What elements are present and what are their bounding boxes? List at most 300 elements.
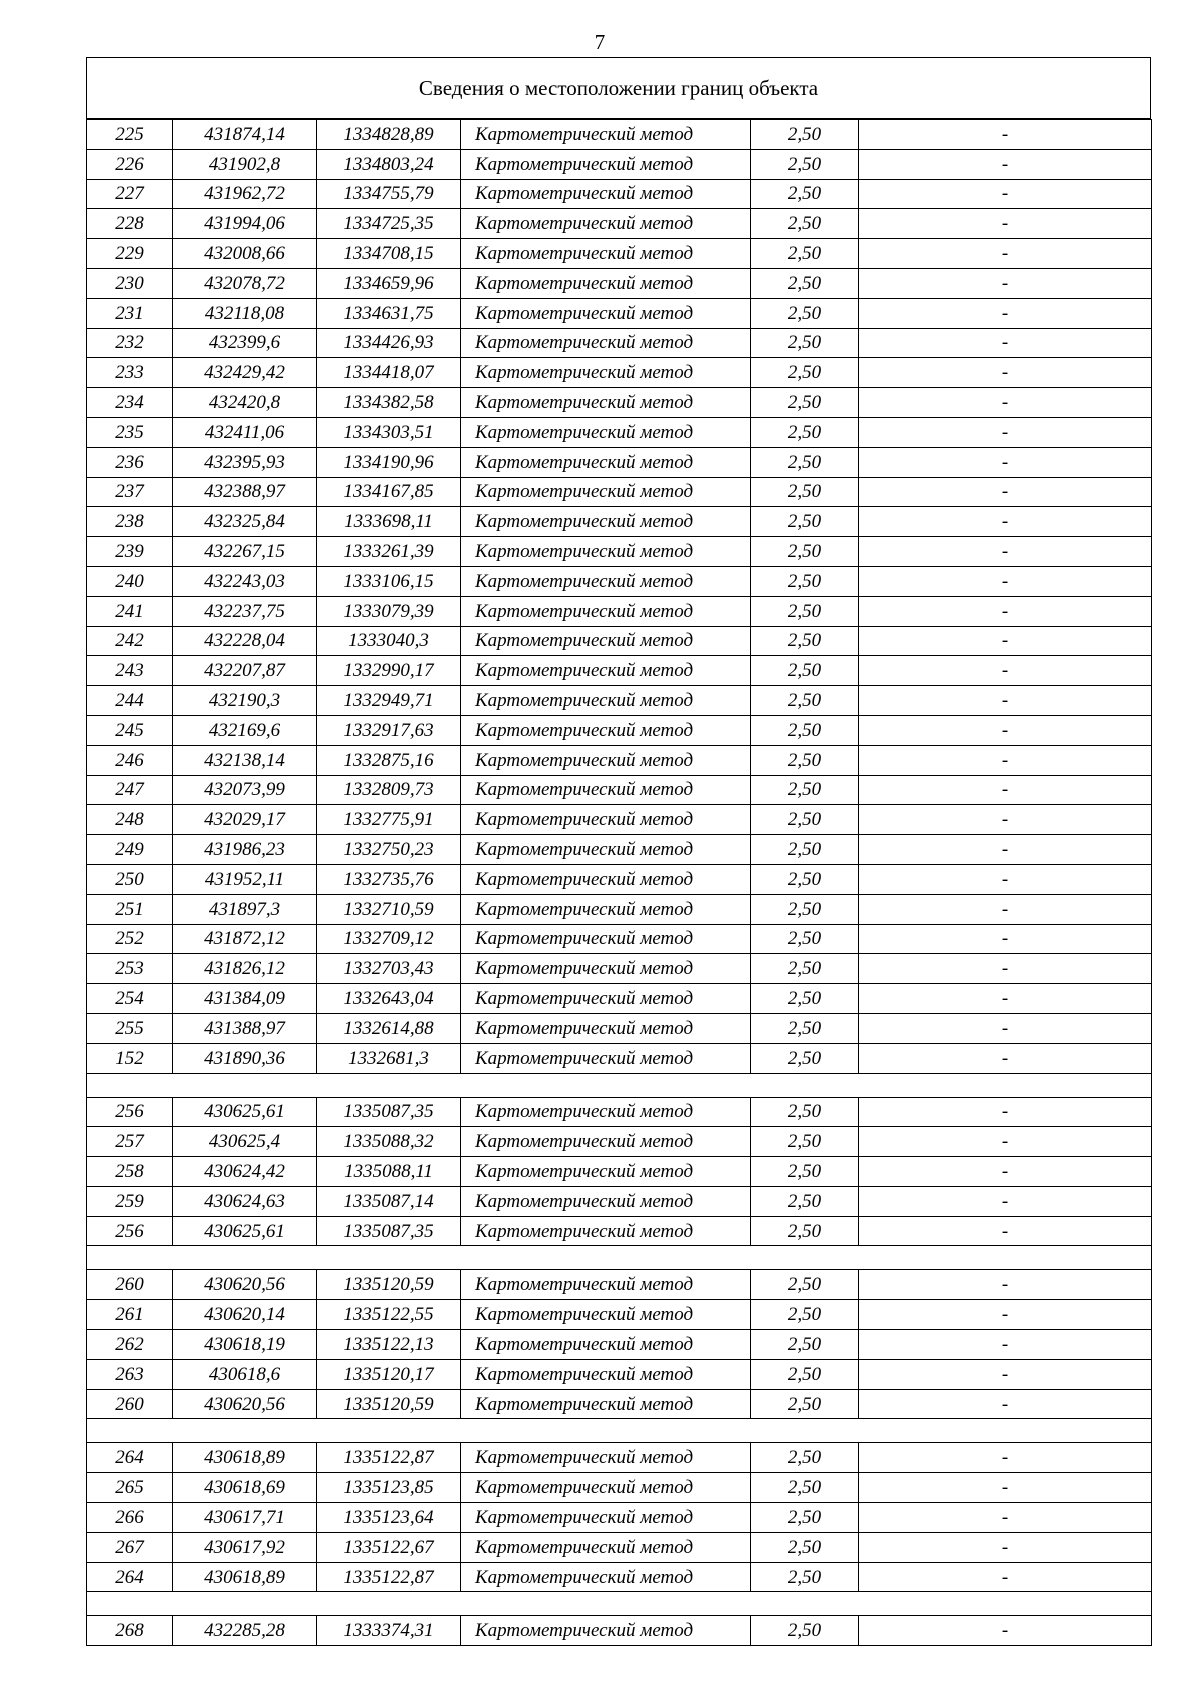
method-cell: Картометрический метод — [461, 1216, 751, 1246]
point-number-cell: 245 — [87, 715, 173, 745]
method-cell: Картометрический метод — [461, 1532, 751, 1562]
accuracy-cell: 2,50 — [751, 1389, 859, 1419]
note-cell: - — [859, 298, 1152, 328]
note-cell: - — [859, 1330, 1152, 1360]
x-coordinate-cell: 432073,99 — [173, 775, 317, 805]
table-row — [87, 805, 1152, 835]
point-number-cell: 255 — [87, 1013, 173, 1043]
table-row — [87, 686, 1152, 716]
accuracy-cell: 2,50 — [751, 268, 859, 298]
y-coordinate-cell: 1334659,96 — [317, 268, 461, 298]
coordinates-table-body — [87, 120, 1152, 1646]
method-cell: Картометрический метод — [461, 1013, 751, 1043]
note-cell: - — [859, 745, 1152, 775]
accuracy-cell: 2,50 — [751, 1359, 859, 1389]
y-coordinate-cell: 1334708,15 — [317, 239, 461, 269]
method-cell: Картометрический метод — [461, 477, 751, 507]
y-coordinate-cell: 1334803,24 — [317, 149, 461, 179]
y-coordinate-cell: 1333106,15 — [317, 566, 461, 596]
note-cell: - — [859, 1157, 1152, 1187]
section-separator-cell — [87, 1073, 1152, 1097]
note-cell: - — [859, 1532, 1152, 1562]
method-cell: Картометрический метод — [461, 805, 751, 835]
x-coordinate-cell: 432411,06 — [173, 417, 317, 447]
y-coordinate-cell: 1333698,11 — [317, 507, 461, 537]
method-cell: Картометрический метод — [461, 924, 751, 954]
accuracy-cell: 2,50 — [751, 537, 859, 567]
y-coordinate-cell: 1335088,11 — [317, 1157, 461, 1187]
point-number-cell: 252 — [87, 924, 173, 954]
boundary-table-frame — [86, 57, 1151, 1646]
x-coordinate-cell: 432118,08 — [173, 298, 317, 328]
y-coordinate-cell: 1334303,51 — [317, 417, 461, 447]
table-row — [87, 984, 1152, 1014]
point-number-cell: 253 — [87, 954, 173, 984]
x-coordinate-cell: 431952,11 — [173, 864, 317, 894]
y-coordinate-cell: 1335087,14 — [317, 1186, 461, 1216]
point-number-cell: 254 — [87, 984, 173, 1014]
x-coordinate-cell: 432429,42 — [173, 358, 317, 388]
point-number-cell: 256 — [87, 1216, 173, 1246]
note-cell: - — [859, 1127, 1152, 1157]
note-cell: - — [859, 894, 1152, 924]
point-number-cell: 249 — [87, 835, 173, 865]
table-row — [87, 656, 1152, 686]
accuracy-cell: 2,50 — [751, 209, 859, 239]
y-coordinate-cell: 1335120,17 — [317, 1359, 461, 1389]
method-cell: Картометрический метод — [461, 358, 751, 388]
accuracy-cell: 2,50 — [751, 1503, 859, 1533]
table-row — [87, 1443, 1152, 1473]
note-cell: - — [859, 417, 1152, 447]
x-coordinate-cell: 432237,75 — [173, 596, 317, 626]
accuracy-cell: 2,50 — [751, 1532, 859, 1562]
point-number-cell: 229 — [87, 239, 173, 269]
table-row — [87, 1473, 1152, 1503]
method-cell: Картометрический метод — [461, 268, 751, 298]
table-row — [87, 120, 1152, 150]
x-coordinate-cell: 430625,4 — [173, 1127, 317, 1157]
x-coordinate-cell: 432399,6 — [173, 328, 317, 358]
point-number-cell: 237 — [87, 477, 173, 507]
accuracy-cell: 2,50 — [751, 715, 859, 745]
point-number-cell: 257 — [87, 1127, 173, 1157]
method-cell: Картометрический метод — [461, 864, 751, 894]
note-cell: - — [859, 149, 1152, 179]
point-number-cell: 251 — [87, 894, 173, 924]
table-row — [87, 1127, 1152, 1157]
method-cell: Картометрический метод — [461, 120, 751, 150]
y-coordinate-cell: 1332917,63 — [317, 715, 461, 745]
note-cell: - — [859, 1443, 1152, 1473]
y-coordinate-cell: 1333374,31 — [317, 1616, 461, 1646]
note-cell: - — [859, 626, 1152, 656]
note-cell: - — [859, 1270, 1152, 1300]
table-row — [87, 239, 1152, 269]
method-cell: Картометрический метод — [461, 239, 751, 269]
x-coordinate-cell: 430625,61 — [173, 1097, 317, 1127]
coordinates-table — [86, 119, 1152, 1646]
accuracy-cell: 2,50 — [751, 1270, 859, 1300]
y-coordinate-cell: 1332735,76 — [317, 864, 461, 894]
accuracy-cell: 2,50 — [751, 1300, 859, 1330]
x-coordinate-cell: 431986,23 — [173, 835, 317, 865]
y-coordinate-cell: 1335087,35 — [317, 1097, 461, 1127]
table-row — [87, 1532, 1152, 1562]
table-row — [87, 298, 1152, 328]
note-cell: - — [859, 835, 1152, 865]
y-coordinate-cell: 1332750,23 — [317, 835, 461, 865]
note-cell: - — [859, 954, 1152, 984]
y-coordinate-cell: 1335120,59 — [317, 1389, 461, 1419]
y-coordinate-cell: 1332875,16 — [317, 745, 461, 775]
x-coordinate-cell: 431388,97 — [173, 1013, 317, 1043]
point-number-cell: 264 — [87, 1443, 173, 1473]
point-number-cell: 263 — [87, 1359, 173, 1389]
x-coordinate-cell: 431826,12 — [173, 954, 317, 984]
table-row — [87, 864, 1152, 894]
section-separator-cell — [87, 1592, 1152, 1616]
table-row — [87, 894, 1152, 924]
table-row — [87, 179, 1152, 209]
point-number-cell: 250 — [87, 864, 173, 894]
note-cell: - — [859, 1186, 1152, 1216]
x-coordinate-cell: 432207,87 — [173, 656, 317, 686]
note-cell: - — [859, 656, 1152, 686]
accuracy-cell: 2,50 — [751, 1157, 859, 1187]
y-coordinate-cell: 1334725,35 — [317, 209, 461, 239]
table-row — [87, 417, 1152, 447]
point-number-cell: 238 — [87, 507, 173, 537]
table-row — [87, 149, 1152, 179]
table-row — [87, 954, 1152, 984]
note-cell: - — [859, 686, 1152, 716]
accuracy-cell: 2,50 — [751, 328, 859, 358]
x-coordinate-cell: 430617,71 — [173, 1503, 317, 1533]
point-number-cell: 259 — [87, 1186, 173, 1216]
page-number: 7 — [594, 30, 606, 54]
section-separator-cell — [87, 1246, 1152, 1270]
point-number-cell: 256 — [87, 1097, 173, 1127]
x-coordinate-cell: 432420,8 — [173, 388, 317, 418]
method-cell: Картометрический метод — [461, 328, 751, 358]
y-coordinate-cell: 1334631,75 — [317, 298, 461, 328]
method-cell: Картометрический метод — [461, 298, 751, 328]
table-row — [87, 209, 1152, 239]
note-cell: - — [859, 507, 1152, 537]
accuracy-cell: 2,50 — [751, 239, 859, 269]
table-row — [87, 626, 1152, 656]
x-coordinate-cell: 432388,97 — [173, 477, 317, 507]
y-coordinate-cell: 1332643,04 — [317, 984, 461, 1014]
table-row — [87, 1157, 1152, 1187]
method-cell: Картометрический метод — [461, 1562, 751, 1592]
x-coordinate-cell: 430625,61 — [173, 1216, 317, 1246]
accuracy-cell: 2,50 — [751, 566, 859, 596]
point-number-cell: 268 — [87, 1616, 173, 1646]
note-cell: - — [859, 1359, 1152, 1389]
y-coordinate-cell: 1333040,3 — [317, 626, 461, 656]
x-coordinate-cell: 430620,56 — [173, 1389, 317, 1419]
table-row — [87, 596, 1152, 626]
x-coordinate-cell: 430618,69 — [173, 1473, 317, 1503]
table-row — [87, 715, 1152, 745]
table-row — [87, 1216, 1152, 1246]
y-coordinate-cell: 1334382,58 — [317, 388, 461, 418]
x-coordinate-cell: 431874,14 — [173, 120, 317, 150]
y-coordinate-cell: 1335120,59 — [317, 1270, 461, 1300]
note-cell: - — [859, 1616, 1152, 1646]
note-cell: - — [859, 358, 1152, 388]
table-row — [87, 775, 1152, 805]
accuracy-cell: 2,50 — [751, 894, 859, 924]
method-cell: Картометрический метод — [461, 1186, 751, 1216]
accuracy-cell: 2,50 — [751, 447, 859, 477]
note-cell: - — [859, 1389, 1152, 1419]
accuracy-cell: 2,50 — [751, 179, 859, 209]
x-coordinate-cell: 432138,14 — [173, 745, 317, 775]
x-coordinate-cell: 432243,03 — [173, 566, 317, 596]
accuracy-cell: 2,50 — [751, 1013, 859, 1043]
method-cell: Картометрический метод — [461, 1616, 751, 1646]
note-cell: - — [859, 984, 1152, 1014]
section-separator-row — [87, 1419, 1152, 1443]
table-row — [87, 1186, 1152, 1216]
note-cell: - — [859, 805, 1152, 835]
method-cell: Картометрический метод — [461, 1270, 751, 1300]
table-row — [87, 835, 1152, 865]
method-cell: Картометрический метод — [461, 1043, 751, 1073]
table-row — [87, 1562, 1152, 1592]
method-cell: Картометрический метод — [461, 775, 751, 805]
method-cell: Картометрический метод — [461, 537, 751, 567]
point-number-cell: 264 — [87, 1562, 173, 1592]
point-number-cell: 262 — [87, 1330, 173, 1360]
point-number-cell: 239 — [87, 537, 173, 567]
accuracy-cell: 2,50 — [751, 805, 859, 835]
method-cell: Картометрический метод — [461, 388, 751, 418]
accuracy-cell: 2,50 — [751, 745, 859, 775]
accuracy-cell: 2,50 — [751, 1127, 859, 1157]
method-cell: Картометрический метод — [461, 626, 751, 656]
y-coordinate-cell: 1334190,96 — [317, 447, 461, 477]
y-coordinate-cell: 1333261,39 — [317, 537, 461, 567]
y-coordinate-cell: 1335087,35 — [317, 1216, 461, 1246]
point-number-cell: 225 — [87, 120, 173, 150]
note-cell: - — [859, 477, 1152, 507]
y-coordinate-cell: 1332775,91 — [317, 805, 461, 835]
note-cell: - — [859, 447, 1152, 477]
note-cell: - — [859, 1503, 1152, 1533]
point-number-cell: 231 — [87, 298, 173, 328]
method-cell: Картометрический метод — [461, 894, 751, 924]
accuracy-cell: 2,50 — [751, 656, 859, 686]
accuracy-cell: 2,50 — [751, 1616, 859, 1646]
method-cell: Картометрический метод — [461, 1157, 751, 1187]
y-coordinate-cell: 1335122,67 — [317, 1532, 461, 1562]
x-coordinate-cell: 431902,8 — [173, 149, 317, 179]
note-cell: - — [859, 1300, 1152, 1330]
y-coordinate-cell: 1335122,87 — [317, 1443, 461, 1473]
note-cell: - — [859, 239, 1152, 269]
point-number-cell: 234 — [87, 388, 173, 418]
accuracy-cell: 2,50 — [751, 596, 859, 626]
point-number-cell: 267 — [87, 1532, 173, 1562]
table-row — [87, 745, 1152, 775]
table-row — [87, 1389, 1152, 1419]
table-row — [87, 328, 1152, 358]
note-cell: - — [859, 179, 1152, 209]
y-coordinate-cell: 1332681,3 — [317, 1043, 461, 1073]
x-coordinate-cell: 432029,17 — [173, 805, 317, 835]
x-coordinate-cell: 432395,93 — [173, 447, 317, 477]
accuracy-cell: 2,50 — [751, 1473, 859, 1503]
x-coordinate-cell: 432267,15 — [173, 537, 317, 567]
y-coordinate-cell: 1332990,17 — [317, 656, 461, 686]
point-number-cell: 227 — [87, 179, 173, 209]
point-number-cell: 241 — [87, 596, 173, 626]
accuracy-cell: 2,50 — [751, 626, 859, 656]
accuracy-cell: 2,50 — [751, 1043, 859, 1073]
y-coordinate-cell: 1335123,64 — [317, 1503, 461, 1533]
y-coordinate-cell: 1335122,87 — [317, 1562, 461, 1592]
x-coordinate-cell: 431897,3 — [173, 894, 317, 924]
point-number-cell: 260 — [87, 1270, 173, 1300]
y-coordinate-cell: 1334755,79 — [317, 179, 461, 209]
accuracy-cell: 2,50 — [751, 149, 859, 179]
y-coordinate-cell: 1335123,85 — [317, 1473, 461, 1503]
note-cell: - — [859, 1097, 1152, 1127]
x-coordinate-cell: 432285,28 — [173, 1616, 317, 1646]
x-coordinate-cell: 430620,56 — [173, 1270, 317, 1300]
table-row — [87, 1270, 1152, 1300]
x-coordinate-cell: 431890,36 — [173, 1043, 317, 1073]
accuracy-cell: 2,50 — [751, 984, 859, 1014]
method-cell: Картометрический метод — [461, 1503, 751, 1533]
table-row — [87, 1330, 1152, 1360]
accuracy-cell: 2,50 — [751, 1216, 859, 1246]
x-coordinate-cell: 431384,09 — [173, 984, 317, 1014]
section-separator-row — [87, 1592, 1152, 1616]
y-coordinate-cell: 1332809,73 — [317, 775, 461, 805]
x-coordinate-cell: 432169,6 — [173, 715, 317, 745]
table-row — [87, 507, 1152, 537]
point-number-cell: 244 — [87, 686, 173, 716]
accuracy-cell: 2,50 — [751, 864, 859, 894]
y-coordinate-cell: 1335122,55 — [317, 1300, 461, 1330]
method-cell: Картометрический метод — [461, 1127, 751, 1157]
note-cell: - — [859, 268, 1152, 298]
table-row — [87, 1013, 1152, 1043]
method-cell: Картометрический метод — [461, 835, 751, 865]
y-coordinate-cell: 1332710,59 — [317, 894, 461, 924]
point-number-cell: 235 — [87, 417, 173, 447]
table-row — [87, 1359, 1152, 1389]
accuracy-cell: 2,50 — [751, 686, 859, 716]
x-coordinate-cell: 430618,89 — [173, 1562, 317, 1592]
point-number-cell: 228 — [87, 209, 173, 239]
point-number-cell: 230 — [87, 268, 173, 298]
accuracy-cell: 2,50 — [751, 1186, 859, 1216]
table-row — [87, 537, 1152, 567]
accuracy-cell: 2,50 — [751, 954, 859, 984]
method-cell: Картометрический метод — [461, 954, 751, 984]
y-coordinate-cell: 1332709,12 — [317, 924, 461, 954]
section-separator-cell — [87, 1419, 1152, 1443]
accuracy-cell: 2,50 — [751, 924, 859, 954]
accuracy-cell: 2,50 — [751, 1443, 859, 1473]
note-cell: - — [859, 537, 1152, 567]
method-cell: Картометрический метод — [461, 1389, 751, 1419]
y-coordinate-cell: 1335122,13 — [317, 1330, 461, 1360]
x-coordinate-cell: 432078,72 — [173, 268, 317, 298]
table-row — [87, 1616, 1152, 1646]
accuracy-cell: 2,50 — [751, 120, 859, 150]
method-cell: Картометрический метод — [461, 656, 751, 686]
table-row — [87, 1503, 1152, 1533]
table-row — [87, 566, 1152, 596]
accuracy-cell: 2,50 — [751, 298, 859, 328]
table-row — [87, 268, 1152, 298]
method-cell: Картометрический метод — [461, 984, 751, 1014]
y-coordinate-cell: 1332614,88 — [317, 1013, 461, 1043]
note-cell: - — [859, 924, 1152, 954]
note-cell: - — [859, 596, 1152, 626]
point-number-cell: 242 — [87, 626, 173, 656]
method-cell: Картометрический метод — [461, 447, 751, 477]
note-cell: - — [859, 715, 1152, 745]
table-title: Сведения о местоположении границ объекта — [86, 57, 1151, 119]
y-coordinate-cell: 1332703,43 — [317, 954, 461, 984]
y-coordinate-cell: 1335088,32 — [317, 1127, 461, 1157]
method-cell: Картометрический метод — [461, 715, 751, 745]
section-separator-row — [87, 1246, 1152, 1270]
x-coordinate-cell: 432190,3 — [173, 686, 317, 716]
note-cell: - — [859, 1043, 1152, 1073]
table-row — [87, 358, 1152, 388]
method-cell: Картометрический метод — [461, 596, 751, 626]
point-number-cell: 246 — [87, 745, 173, 775]
x-coordinate-cell: 431962,72 — [173, 179, 317, 209]
x-coordinate-cell: 432325,84 — [173, 507, 317, 537]
accuracy-cell: 2,50 — [751, 417, 859, 447]
note-cell: - — [859, 566, 1152, 596]
accuracy-cell: 2,50 — [751, 1097, 859, 1127]
table-row — [87, 1097, 1152, 1127]
x-coordinate-cell: 430624,42 — [173, 1157, 317, 1187]
method-cell: Картометрический метод — [461, 1330, 751, 1360]
table-row — [87, 447, 1152, 477]
method-cell: Картометрический метод — [461, 417, 751, 447]
method-cell: Картометрический метод — [461, 1473, 751, 1503]
method-cell: Картометрический метод — [461, 507, 751, 537]
point-number-cell: 226 — [87, 149, 173, 179]
note-cell: - — [859, 1013, 1152, 1043]
method-cell: Картометрический метод — [461, 179, 751, 209]
table-row — [87, 1043, 1152, 1073]
point-number-cell: 261 — [87, 1300, 173, 1330]
note-cell: - — [859, 1562, 1152, 1592]
x-coordinate-cell: 431872,12 — [173, 924, 317, 954]
point-number-cell: 243 — [87, 656, 173, 686]
accuracy-cell: 2,50 — [751, 1330, 859, 1360]
point-number-cell: 236 — [87, 447, 173, 477]
point-number-cell: 152 — [87, 1043, 173, 1073]
x-coordinate-cell: 430618,19 — [173, 1330, 317, 1360]
x-coordinate-cell: 432008,66 — [173, 239, 317, 269]
accuracy-cell: 2,50 — [751, 477, 859, 507]
y-coordinate-cell: 1333079,39 — [317, 596, 461, 626]
